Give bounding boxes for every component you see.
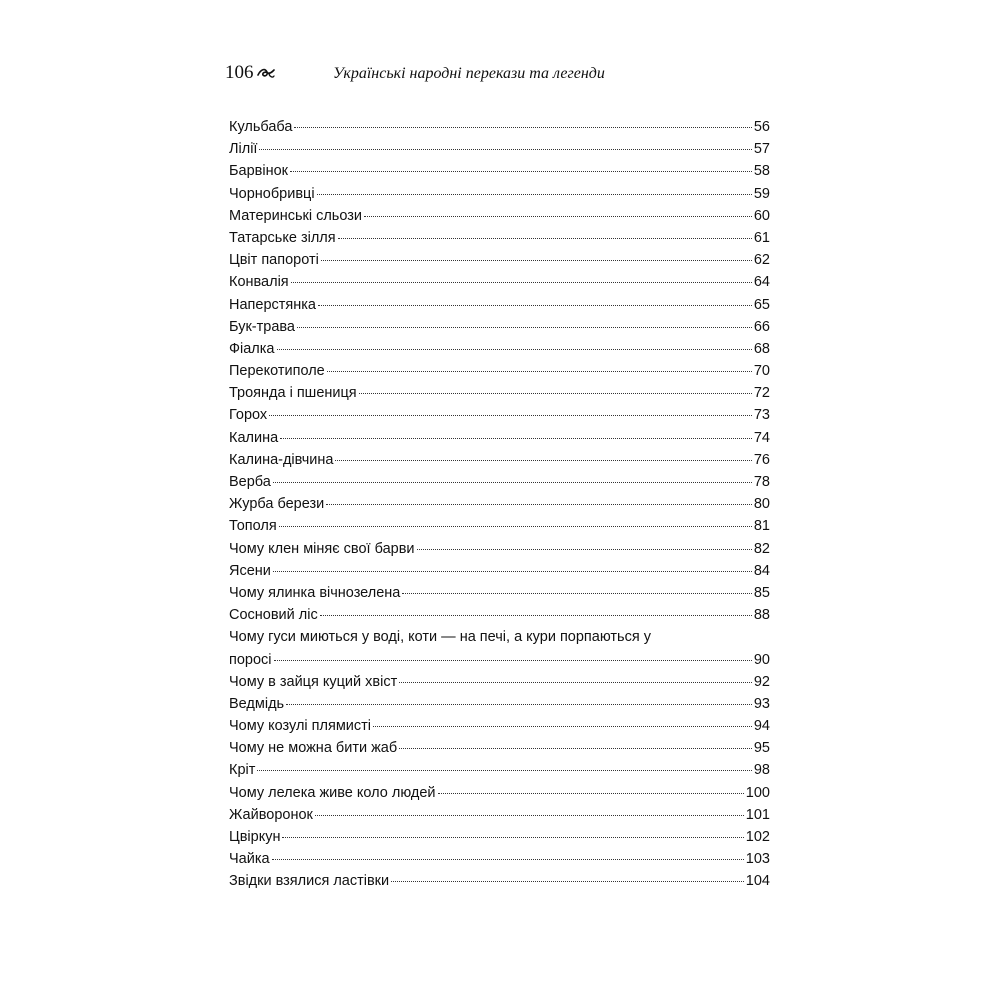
dot-leader: [402, 593, 751, 594]
toc-entry-title: Чайка: [229, 851, 270, 868]
toc-entry-page: 78: [753, 474, 770, 490]
dot-leader: [318, 305, 752, 306]
toc-entry-page: 85: [753, 584, 770, 601]
toc-entry-title-continuation: поросі: [229, 651, 272, 668]
toc-entry-title: Жайворонок: [229, 806, 313, 823]
toc-entry-page: 60: [753, 207, 770, 224]
toc-entry: [229, 160, 770, 182]
dot-leader: [315, 815, 744, 816]
toc-entry-title: Чому ялинка вічнозелена: [229, 584, 401, 601]
toc-entry-page: 62: [753, 252, 770, 269]
toc-entry-title: Чому клен міняє свої барви: [229, 540, 415, 557]
toc-entry-page: 56: [753, 119, 770, 135]
toc-entry-title: Чому гуси миються у воді, коти — на печі, а кури порпаються у: [229, 629, 651, 646]
dot-leader: [399, 682, 752, 683]
toc-entry-page: 100: [745, 784, 770, 801]
toc-entry: [229, 294, 770, 316]
toc-entry: [229, 138, 770, 160]
toc-entry: [229, 737, 770, 759]
dot-leader: [326, 504, 752, 505]
dot-leader: [269, 415, 752, 416]
toc-entry: [229, 427, 770, 449]
toc-entry: [229, 360, 770, 382]
toc-entry-page: 59: [753, 185, 770, 202]
toc-entry-title: Горох: [229, 407, 268, 424]
dot-leader: [364, 216, 752, 217]
toc-entry-page: 73: [753, 407, 770, 424]
toc-entry-page: 64: [753, 274, 770, 291]
dot-leader: [294, 127, 751, 128]
toc-entry-page: 74: [753, 429, 770, 446]
dot-leader: [373, 726, 752, 727]
toc-entry: [229, 449, 770, 471]
leaf-flourish-icon: [257, 66, 275, 80]
toc-entry-page: 84: [753, 562, 770, 579]
toc-entry-page: 76: [753, 451, 770, 468]
dot-leader: [286, 704, 752, 705]
toc-entry-title: Чому не можна бити жаб: [229, 740, 398, 757]
toc-entry-title: Конвалія: [229, 274, 289, 291]
toc-entry-page: 66: [753, 318, 770, 335]
toc-entry: [229, 205, 770, 227]
dot-leader: [391, 881, 744, 882]
toc-entry-page: 68: [753, 340, 770, 357]
toc-entry-title: Журба берези: [229, 496, 325, 513]
toc-entry-page: 95: [753, 740, 770, 757]
dot-leader: [317, 194, 752, 195]
dot-leader: [438, 793, 744, 794]
dot-leader: [257, 770, 751, 771]
dot-leader: [272, 859, 744, 860]
toc-entry-page: 93: [753, 695, 770, 712]
toc-entry-title: Бук-трава: [229, 318, 295, 335]
toc-entry-title: Чому в зайця куций хвіст: [229, 673, 398, 690]
toc-entry: [229, 582, 770, 604]
toc-entry: [229, 848, 770, 870]
toc-entry: [229, 759, 770, 781]
dot-leader: [259, 149, 751, 150]
toc-entry: [229, 804, 770, 826]
toc-entry: [229, 316, 770, 338]
toc-entry-page: 80: [753, 496, 770, 513]
toc-entry-title: Лілії: [229, 141, 258, 158]
toc-entry: [229, 560, 770, 582]
running-title: Українські народні перекази та легенди: [333, 65, 605, 82]
toc-entry-title: Чорнобривці: [229, 185, 315, 202]
toc-entry-title: Верба: [229, 474, 271, 490]
dot-leader: [327, 371, 752, 372]
toc-entry-title: Троянда і пшениця: [229, 385, 357, 402]
toc-entry-title-line: [229, 626, 770, 648]
dot-leader: [335, 460, 751, 461]
dot-leader: [297, 327, 752, 328]
dot-leader: [282, 837, 743, 838]
dot-leader: [273, 571, 752, 572]
toc-entry: [229, 826, 770, 848]
dot-leader: [338, 238, 752, 239]
toc-entry-title: Кульбаба: [229, 119, 293, 135]
toc-entry-page: 57: [753, 141, 770, 158]
toc-entry-title: Татарське зілля: [229, 229, 336, 246]
toc-entry: [229, 604, 770, 626]
toc-entry: [229, 649, 770, 671]
toc-entry-page: 58: [753, 163, 770, 180]
toc-entry-page: 101: [745, 806, 770, 823]
toc-entry-page: 94: [753, 718, 770, 735]
dot-leader: [320, 615, 752, 616]
toc-entry: [229, 538, 770, 560]
toc-entry-page: 104: [745, 873, 770, 890]
toc-entry: [229, 404, 770, 426]
dot-leader: [274, 660, 752, 661]
page-header: [225, 60, 770, 88]
toc-entry: [229, 271, 770, 293]
toc-entry: [229, 338, 770, 360]
toc-entry: [229, 183, 770, 205]
toc-entry-title: Чому лелека живе коло людей: [229, 784, 436, 801]
page-number: 106: [225, 62, 254, 83]
table-of-contents: [229, 116, 770, 893]
toc-entry: [229, 116, 770, 138]
toc-entry-page: 81: [753, 518, 770, 535]
dot-leader: [417, 549, 752, 550]
toc-entry-page: 90: [753, 651, 770, 668]
dot-leader: [273, 482, 752, 483]
toc-entry: [229, 515, 770, 537]
toc-entry-title: Барвінок: [229, 163, 288, 180]
toc-entry: [229, 671, 770, 693]
dot-leader: [290, 171, 752, 172]
toc-entry-page: 65: [753, 296, 770, 313]
dot-leader: [279, 526, 752, 527]
toc-entry-page: 61: [753, 229, 770, 246]
toc-entry-title: Кріт: [229, 762, 256, 779]
toc-entry-title: Цвіркун: [229, 829, 281, 845]
toc-entry-page: 103: [745, 851, 770, 868]
toc-entry: [229, 382, 770, 404]
toc-entry: [229, 715, 770, 737]
dot-leader: [399, 748, 752, 749]
toc-entry-page: 72: [753, 385, 770, 402]
dot-leader: [321, 260, 752, 261]
toc-entry-title: Фіалка: [229, 340, 275, 357]
toc-entry-title: Наперстянка: [229, 296, 316, 313]
toc-entry-title: Ведмідь: [229, 695, 285, 712]
toc-entry-title: Перекотиполе: [229, 363, 325, 380]
toc-entry-page: 98: [753, 762, 770, 779]
toc-entry-title: Чому козулі плямисті: [229, 718, 372, 735]
toc-entry-title: Сосновий ліс: [229, 607, 318, 624]
dot-leader: [277, 349, 752, 350]
toc-entry: [229, 493, 770, 515]
toc-entry-title: Тополя: [229, 518, 277, 535]
toc-entry-page: 102: [745, 829, 770, 845]
toc-entry: [229, 693, 770, 715]
toc-entry: [229, 227, 770, 249]
toc-entry-title: Звідки взялися ластівки: [229, 873, 390, 890]
toc-entry: [229, 782, 770, 804]
toc-entry-title: Материнські сльози: [229, 207, 363, 224]
toc-entry: [229, 249, 770, 271]
toc-entry-title: Ясени: [229, 562, 271, 579]
toc-entry-title: Цвіт папороті: [229, 252, 319, 269]
toc-entry-page: 82: [753, 540, 770, 557]
toc-entry-title: Калина: [229, 429, 279, 446]
toc-entry: [229, 870, 770, 892]
toc-entry-page: 88: [753, 607, 770, 624]
toc-entry: [229, 471, 770, 493]
dot-leader: [280, 438, 752, 439]
toc-entry-page: 92: [753, 673, 770, 690]
toc-entry-title: Калина-дівчина: [229, 451, 334, 468]
toc-entry-page: 70: [753, 363, 770, 380]
dot-leader: [359, 393, 752, 394]
dot-leader: [291, 282, 752, 283]
